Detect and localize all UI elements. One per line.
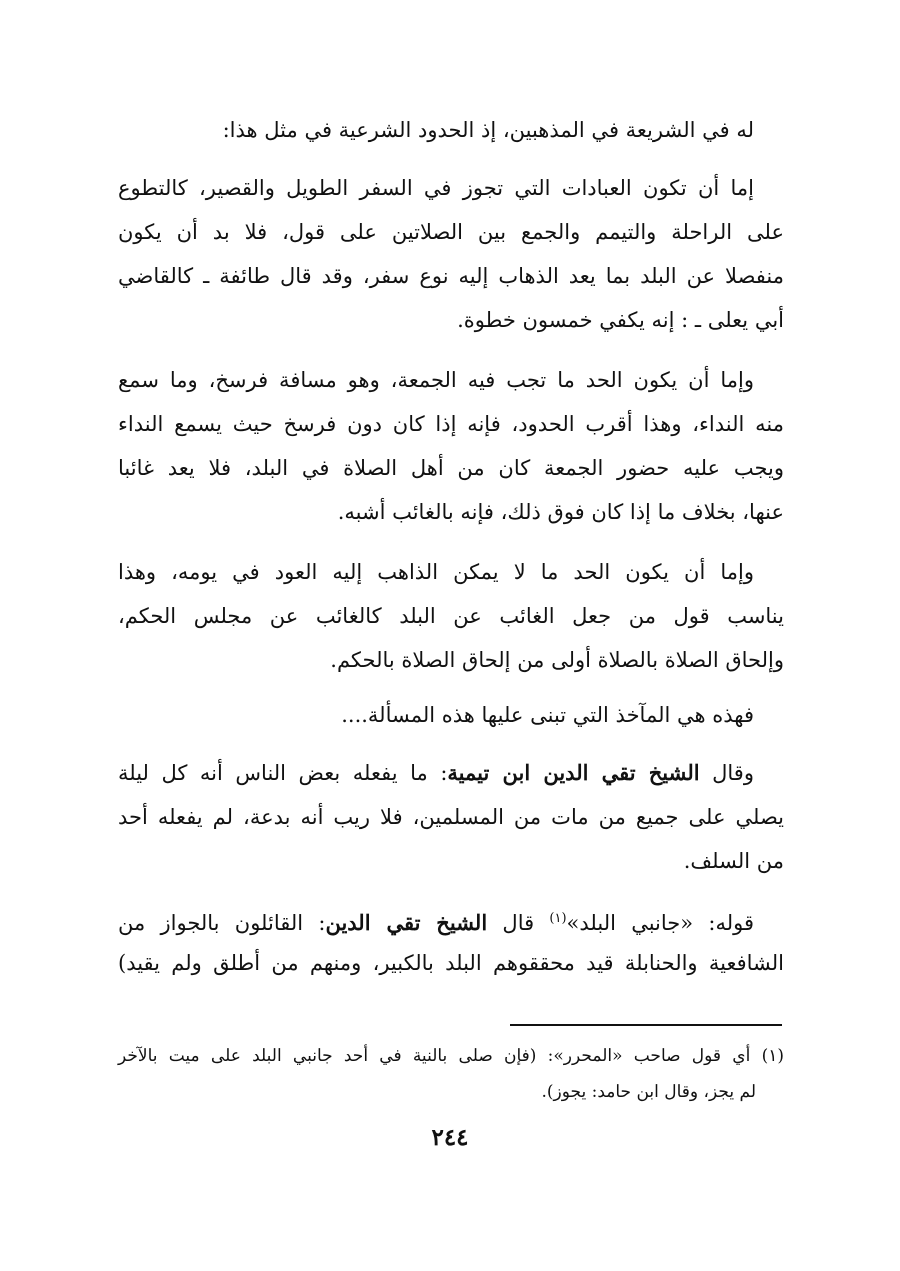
text-line: يناسب قول من جعل الغائب عن البلد كالغائب عن مجلس الحكم، <box>118 604 784 628</box>
text-line: منه النداء، وهذا أقرب الحدود، فإنه إذا كان دون فرسخ حيث يسمع النداء <box>118 412 784 436</box>
footnote-ref[interactable]: (١) <box>549 911 567 926</box>
text-segment: : القائلون بالجواز من <box>118 911 326 935</box>
text-line: الشافعية والحنابلة قيد محققوهم البلد بالكبير، ومنهم من أطلق ولم يقيد) <box>118 951 784 975</box>
bold-name: الشيخ تقي الدين ابن تيمية <box>447 760 700 785</box>
footnote-line: (١) أي قول صاحب «المحرر»: (فإن صلى بالنية في أحد جانبي البلد على ميت بالآخر <box>118 1046 784 1066</box>
text-line: وإما أن يكون الحد ما تجب فيه الجمعة، وهو مسافة فرسخ، وما سمع <box>118 368 754 392</box>
text-segment: قوله: «جانبي البلد» <box>566 911 755 935</box>
text-line: له في الشريعة في المذهبين، إذ الحدود الشرعية في مثل هذا: <box>222 118 754 142</box>
text-line: على الراحلة والتيمم والجمع بين الصلاتين على قول، فلا بد أن يكون <box>118 220 784 244</box>
text-line: وإما أن يكون الحد ما لا يمكن الذاهب إليه العود في يومه، وهذا <box>118 560 754 584</box>
text-line <box>118 904 784 938</box>
text-segment: : ما يفعله بعض الناس أنه كل ليلة <box>118 761 448 785</box>
footnote-divider <box>510 1024 782 1026</box>
text-line: إما أن تكون العبادات التي تجوز في السفر الطويل والقصير، كالتطوع <box>118 176 754 200</box>
text-line: وإلحاق الصلاة بالصلاة أولى من إلحاق الصلاة بالحكم. <box>330 648 784 672</box>
text-line: ويجب عليه حضور الجمعة كان من أهل الصلاة في البلد، فلا يعد غائبا <box>118 456 784 480</box>
text-line: فهذه هي المآخذ التي تبنى عليها هذه المسألة.... <box>341 703 754 727</box>
text-line: يصلي على جميع من مات من المسلمين، فلا ريب أنه بدعة، لم يفعله أحد <box>118 805 784 829</box>
text-segment: وقال <box>699 761 754 785</box>
bold-name: الشيخ تقي الدين <box>325 910 488 935</box>
text-line: أبي يعلى ـ : إنه يكفي خمسون خطوة. <box>457 308 784 332</box>
text-line: عنها، بخلاف ما إذا كان فوق ذلك، فإنه بالغائب أشبه. <box>337 500 784 524</box>
text-line: منفصلا عن البلد بما يعد الذهاب إليه نوع سفر، وقد قال طائفة ـ كالقاضي <box>118 264 784 288</box>
text-segment: قال <box>487 911 550 935</box>
text-line <box>118 758 784 788</box>
text-line: من السلف. <box>683 849 784 873</box>
page-number: ٢٤٤ <box>431 1124 469 1151</box>
footnote-line: لم يجز، وقال ابن حامد: يجوز). <box>541 1082 756 1102</box>
